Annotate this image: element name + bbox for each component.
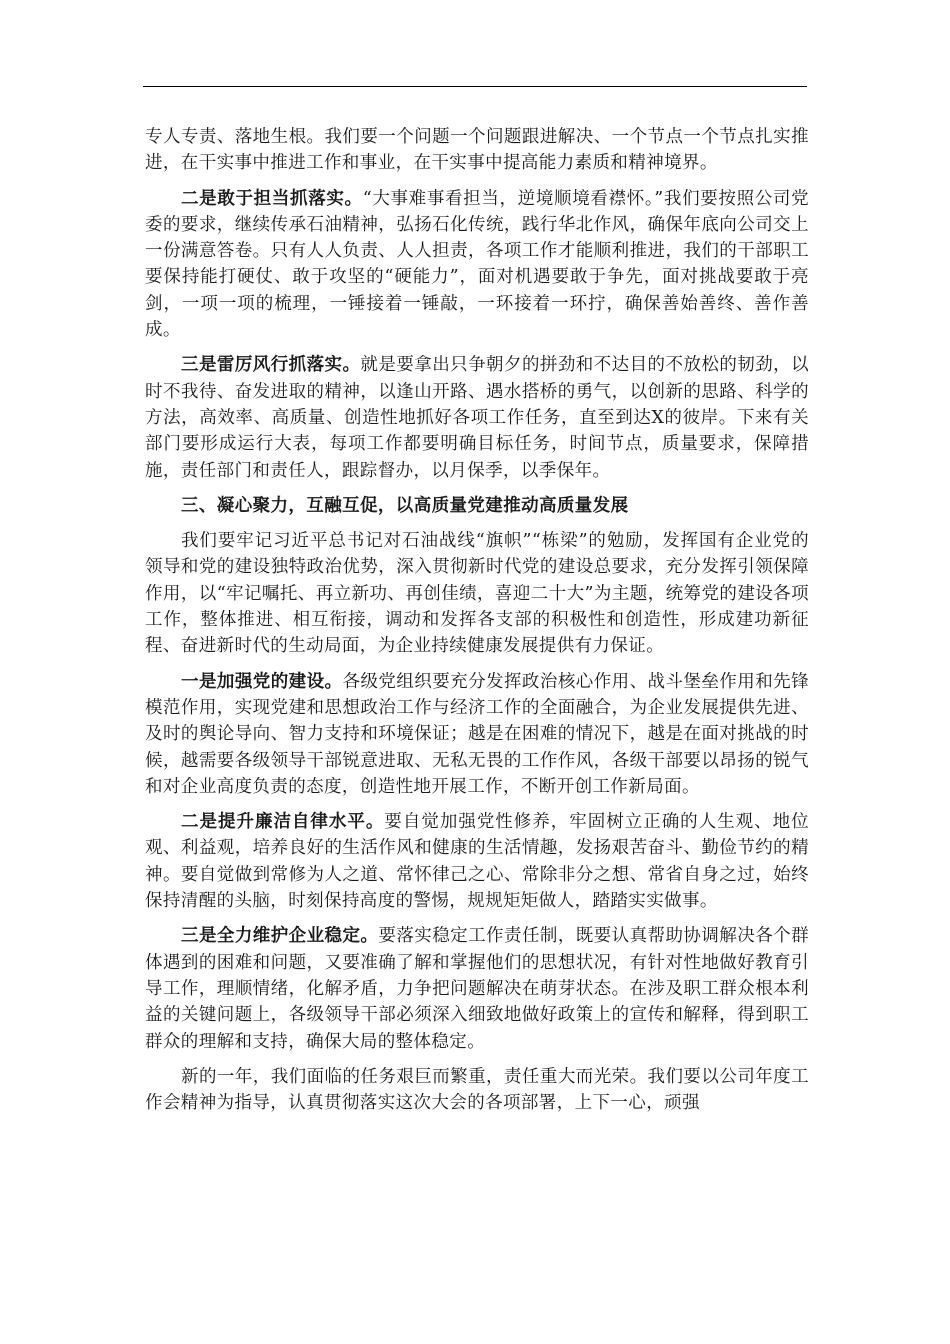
paragraph-lead: 三是雷厉风行抓落实。 (181, 355, 361, 376)
paragraph-7 (145, 923, 809, 1054)
paragraph-8 (145, 1064, 809, 1117)
paragraph-lead: 二是敢于担当抓落实。 (181, 188, 363, 209)
paragraph-2 (145, 186, 809, 344)
header-rule (143, 86, 807, 87)
paragraph-4 (145, 528, 809, 659)
paragraph-1 (145, 124, 809, 177)
paragraph-text: 各级党组织要充分发挥政治核心作用、战斗堡垒作用和先锋模范作用，实现党建和思想政治工作与经济工作的全面融合，为企业发展提供先进、及时的舆论导向、智力支持和环境保证；越是在困难的情况下，越是在面对挑战的时候，越需要各级领导干部锐意进取、无私无畏的工作作风，各级干部要以昂扬的锐气和对企业高度负责的态度，创造性地开展工作，不断开创工作新局面。 (145, 671, 809, 797)
paragraph-5 (145, 669, 809, 800)
paragraph-text: “大事难事看担当，逆境顺境看襟怀。”我们要按照公司党委的要求，继续传承石油精神，弘扬石化传统，践行华北作风，确保年底向公司交上一份满意答卷。只有人人负责、人人担责，各项工作才能顺利推进，我们的干部职工要保持能打硬仗、敢于攻坚的“硬能力”，面对机遇要敢于争先，面对挑战要敢于亮剑，一项一项的梳理，一锤接着一锤敲，一环接着一环拧，确保善始善终、善作善成。 (145, 188, 809, 341)
paragraph-text: 要落实稳定工作责任制，既要认真帮助协调解决各个群体遇到的困难和问题，又要准确了解和掌握他们的思想状况，有针对性地做好教育引导工作，理顺情绪，化解矛盾，力争把问题解决在萌芽状态。在涉及职工群众根本利益的关键问题上，各级领导干部必须深入细致地做好政策上的宣传和解释，得到职工群众的理解和支持，确保大局的整体稳定。 (145, 926, 809, 1052)
section-heading: 三、凝心聚力，互融互促，以高质量党建推动高质量发展 (181, 495, 629, 516)
paragraph-text: 专人专责、落地生根。我们要一个问题一个问题跟进解决、一个节点一个节点扎实推进，在干实事中推进工作和事业，在干实事中提高能力素质和精神境界。 (145, 127, 809, 174)
paragraph-lead: 三是全力维护企业稳定。 (181, 926, 379, 947)
paragraph-6 (145, 809, 809, 914)
paragraph-text: 就是要拿出只争朝夕的拼劲和不达目的不放松的韧劲，以时不我待、奋发进取的精神，以逢山开路、遇水搭桥的勇气，以创新的思路、科学的方法，高效率、高质量、创造性地抓好各项工作任务，直至到达X的彼岸。下来有关部门要形成运行大表，每项工作都要明确目标任务，时间节点，质量要求，保障措施，责任部门和责任人，跟踪督办，以月保季，以季保年。 (145, 355, 810, 481)
paragraph-lead: 二是提升廉洁自律水平。 (181, 812, 385, 833)
paragraph-text: 我们要牢记习近平总书记对石油战线“旗帜”“栋梁”的勉励，发挥国有企业党的领导和党的建设独特政治优势，深入贯彻新时代党的建设总要求，充分发挥引领保障作用，以“牢记嘱托、再立新功、再创佳绩，喜迎二十大”为主题，统筹党的建设各项工作，整体推进、相互衔接，调动和发挥各支部的积极性和创造性，形成建功新征程、奋进新时代的生动局面，为企业持续健康发展提供有力保证。 (145, 531, 809, 657)
paragraph-3 (145, 352, 809, 483)
document-body (145, 124, 809, 1125)
paragraph-text: 要自觉加强党性修养，牢固树立正确的人生观、地位观、利益观，培养良好的生活作风和健康的生活情趣，发扬艰苦奋斗、勤俭节约的精神。要自觉做到常修为人之道、常怀律己之心、常除非分之想、常省自身之过，始终保持清醒的头脑，时刻保持高度的警惕，规规矩矩做人，踏踏实实做事。 (145, 812, 810, 912)
paragraph-text: 新的一年，我们面临的任务艰巨而繁重，责任重大而光荣。我们要以公司年度工作会精神为指导，认真贯彻落实这次大会的各项部署，上下一心，顽强 (145, 1066, 809, 1114)
paragraph-lead: 一是加强党的建设。 (181, 671, 343, 692)
